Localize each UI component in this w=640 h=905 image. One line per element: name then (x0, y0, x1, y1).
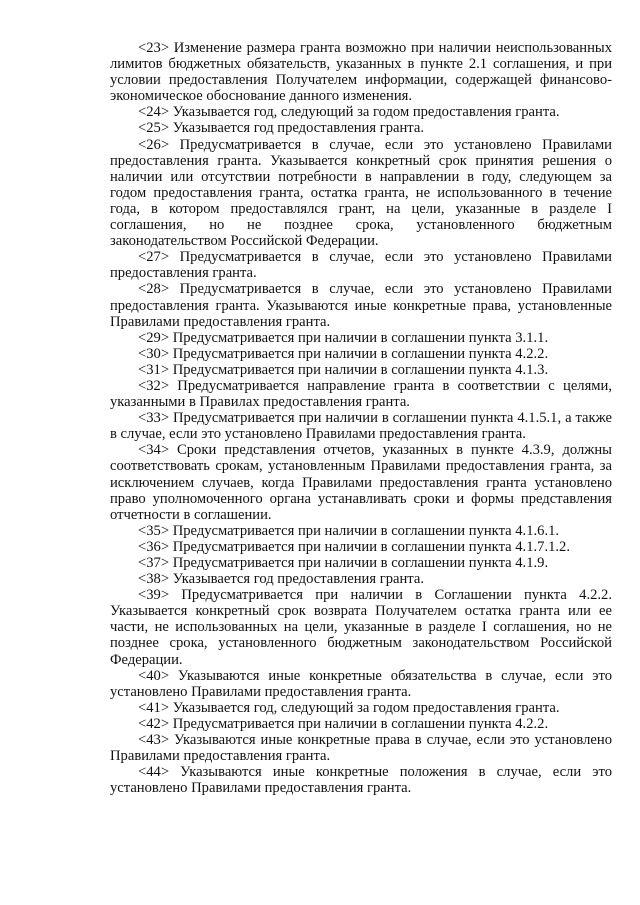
footnote-34: <34> Сроки представления отчетов, указанных в пункте 4.3.9, должны соответствовать срокам, установленным Правилами предоставления гранта, за исключением случаев, когда Правилами предоставления гранта установлено право уполномоченного органа устанавливать сроки и формы представления отчетности в соглашении. (110, 442, 612, 523)
footnote-32: <32> Предусматривается направление гранта в соответствии с целями, указанными в Правилах предоставления гранта. (110, 377, 612, 411)
footnote-25: <25> Указывается год предоставления гранта. (138, 120, 424, 137)
footnote-33: <33> Предусматривается при наличии в соглашении пункта 4.1.5.1, а также в случае, если это установлено Правилами предоставления гранта. (110, 410, 612, 443)
footnote-40: <40> Указываются иные конкретные обязательства в случае, если это установлено Правилами предоставления гранта. (110, 667, 612, 700)
footnote-27: <27> Предусматривается в случае, если это установлено Правилами предоставления гранта. (110, 249, 612, 282)
footnote-24: <24> Указывается год, следующий за годом предоставления гранта. (138, 104, 560, 121)
footnote-23: <23> Изменение размера гранта возможно при наличии неиспользованных лимитов бюджетных обязательств, указанных в пункте 2.1 соглашения, и при условии предоставления Получателем информации, содержащей финансово-экономическое обоснование данного изменения. (110, 40, 612, 105)
document-page (110, 40, 612, 796)
footnote-43: <43> Указываются иные конкретные права в случае, если это установлено Правилами предоставления гранта. (110, 732, 612, 765)
footnote-35: <35> Предусматривается при наличии в соглашении пункта 4.1.6.1. (138, 522, 560, 539)
footnote-30: <30> Предусматривается при наличии в соглашении пункта 4.2.2. (138, 345, 549, 362)
footnote-42: <42> Предусматривается при наличии в соглашении пункта 4.2.2. (138, 715, 549, 732)
footnote-39: <39> Предусматривается при наличии в Соглашении пункта 4.2.2. Указывается конкретный срок возврата Получателем остатка гранта или ее части, не использованных на цели, указанные в разделе I соглашения, но не позднее срока, установленного бюджетным законодательством Российской Федерации. (110, 587, 612, 668)
footnote-26: <26> Предусматривается в случае, если это установлено Правилами предоставления гранта. Указывается конкретный срок принятия решения о наличии или отсутствии потребности в направлении в году, следующем за годом предоставления гранта, остатка гранта, не использованного в течение года, в котором предоставлялся грант, на цели, указанные в разделе I соглашения, но не позднее срока, установленного бюджетным законодательством Российской Федерации. (110, 136, 612, 250)
footnote-41: <41> Указывается год, следующий за годом предоставления гранта. (138, 699, 560, 716)
footnote-38: <38> Указывается год предоставления гранта. (138, 571, 424, 588)
footnote-36: <36> Предусматривается при наличии в соглашении пункта 4.1.7.1.2. (138, 538, 570, 555)
footnote-44: <44> Указываются иные конкретные положения в случае, если это установлено Правилами предоставления гранта. (110, 764, 612, 797)
footnote-28: <28> Предусматривается в случае, если это установлено Правилами предоставления гранта. Указываются иные конкретные права, установленные Правилами предоставления гранта. (110, 281, 612, 330)
footnote-37: <37> Предусматривается при наличии в соглашении пункта 4.1.9. (138, 555, 549, 571)
footnote-29: <29> Предусматривается при наличии в соглашении пункта 3.1.1. (138, 329, 549, 346)
footnote-31: <31> Предусматривается при наличии в соглашении пункта 4.1.3. (138, 361, 549, 378)
